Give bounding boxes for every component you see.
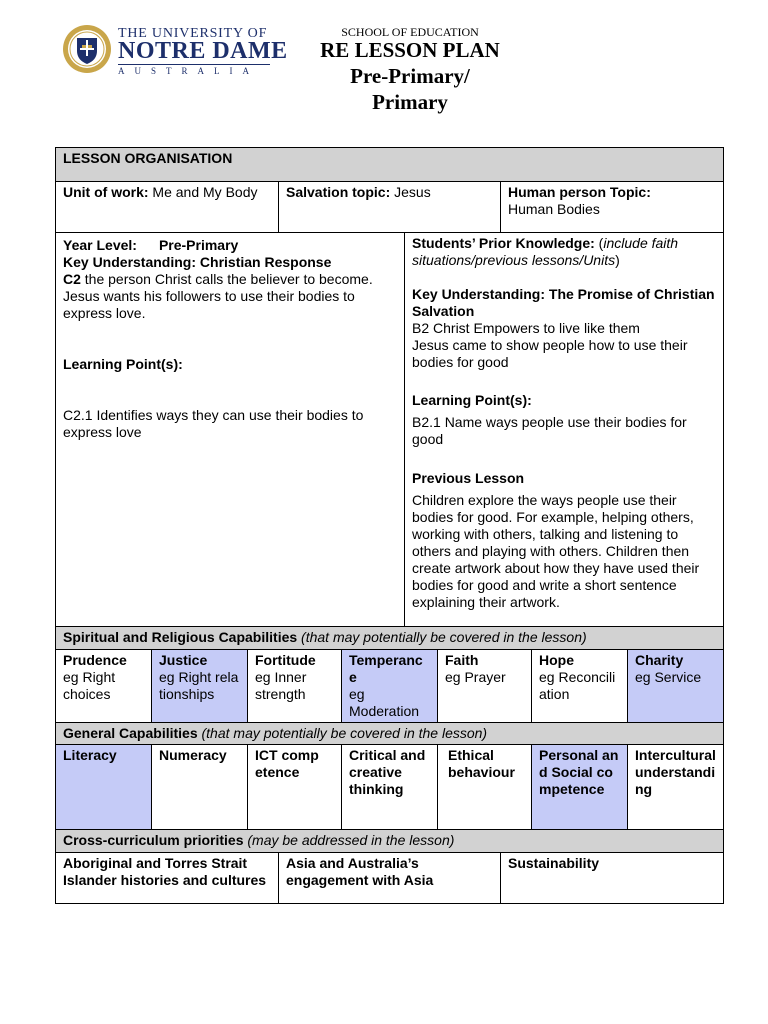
understanding-row (56, 233, 724, 627)
learning-point-heading-right: Learning Point(s): (412, 392, 532, 408)
lesson-plan-table (55, 147, 724, 904)
capability-hope: Hope eg Reconciliation (532, 650, 628, 723)
unit-value: Me and My Body (148, 184, 258, 200)
salvation-value: Jesus (390, 184, 431, 200)
previous-lesson-heading: Previous Lesson (412, 470, 525, 486)
cross-aboriginal: Aboriginal and Torres Strait Islander histories and cultures (56, 853, 279, 904)
general-heading-row (56, 723, 724, 745)
capability-prudence: Prudence eg Right choices (56, 650, 152, 723)
key-understanding-left: Key Understanding: Christian Response (63, 254, 332, 270)
general-items-row (56, 745, 724, 830)
cross-asia: Asia and Australia’s engagement with Asia (279, 853, 501, 904)
previous-lesson-text: Children explore the ways people use their bodies for good. For example, helping others, working with others, talking and listening to others and playing with others. Children then create artwork about how they have used their bodies for good and write a short sentence explaining their artwork. (412, 492, 700, 610)
capability-justice: Justice eg Right relationships (152, 650, 248, 723)
christian-salvation-cell (405, 233, 724, 627)
salvation-label: Salvation topic: (286, 184, 391, 200)
general-intercultural: Intercultural understanding (628, 745, 724, 830)
logo-line-2: NOTRE DAME (118, 38, 288, 64)
learning-point-left: C2.1 Identifies ways they can use their bodies to express love (63, 407, 364, 440)
jesus-statement-right: Jesus came to show people how to use their bodies for good (412, 337, 688, 370)
logo-line-1: THE UNIVERSITY OF (118, 26, 268, 41)
unit-label: Unit of work: (63, 184, 149, 200)
cross-heading-row (56, 830, 724, 853)
crest-seal-icon (62, 24, 112, 74)
unit-of-work-cell (56, 182, 279, 233)
human-value: Human Bodies (508, 201, 600, 217)
general-numeracy: Numeracy (152, 745, 248, 830)
capability-temperance: Temperance eg Moderation (342, 650, 438, 723)
capability-fortitude: Fortitude eg Inner strength (248, 650, 342, 723)
learning-point-heading-left: Learning Point(s): (63, 356, 183, 372)
unit-row (56, 182, 724, 233)
prior-knowledge: Students’ Prior Knowledge: (include faith situations/previous lessons/Units) (412, 235, 679, 268)
human-label: Human person Topic: (508, 184, 651, 200)
cross-items-row (56, 853, 724, 904)
general-ict: ICT competence (248, 745, 342, 830)
spiritual-capabilities-heading: Spiritual and Religious Capabilities (that may potentially be covered in the lesson) (56, 627, 724, 650)
page-subtitle-1: Pre-Primary/ (350, 64, 470, 88)
university-logo (62, 24, 288, 78)
cross-curriculum-heading: Cross-curriculum priorities (may be addressed in the lesson) (56, 830, 724, 853)
general-ethical: Ethical behaviour (438, 745, 532, 830)
logo-line-3: AUSTRALIA (118, 66, 259, 76)
general-capabilities-heading: General Capabilities (that may potentially be covered in the lesson) (56, 723, 724, 745)
salvation-topic-cell (279, 182, 501, 233)
general-critical-thinking: Critical and creative thinking (342, 745, 438, 830)
page-title: RE LESSON PLAN (320, 38, 500, 62)
logo-rule (118, 64, 270, 65)
general-literacy: Literacy (56, 745, 152, 830)
lesson-organisation-heading: LESSON ORGANISATION (56, 148, 724, 182)
page-subtitle-2: Primary (372, 90, 448, 114)
c2-statement: C2 the person Christ calls the believer to become. (63, 271, 373, 287)
b2-statement: B2 Christ Empowers to live like them (412, 320, 640, 336)
christian-response-cell (56, 233, 405, 627)
school-name: SCHOOL OF EDUCATION (341, 25, 479, 39)
cross-sustainability: Sustainability (501, 853, 724, 904)
learning-point-right: B2.1 Name ways people use their bodies for good (412, 414, 687, 447)
key-understanding-right: Key Understanding: The Promise of Christian Salvation (412, 286, 715, 319)
capability-charity: Charity eg Service (628, 650, 724, 723)
spiritual-heading-row (56, 627, 724, 650)
lesson-organisation-row (56, 148, 724, 182)
capability-faith: Faith eg Prayer (438, 650, 532, 723)
general-personal-social: Personal and Social competence (532, 745, 628, 830)
human-topic-cell (501, 182, 724, 233)
spiritual-items-row (56, 650, 724, 723)
year-level: Year Level: Pre-Primary (63, 237, 239, 253)
jesus-statement-left: Jesus wants his followers to use their bodies to express love. (63, 288, 355, 321)
